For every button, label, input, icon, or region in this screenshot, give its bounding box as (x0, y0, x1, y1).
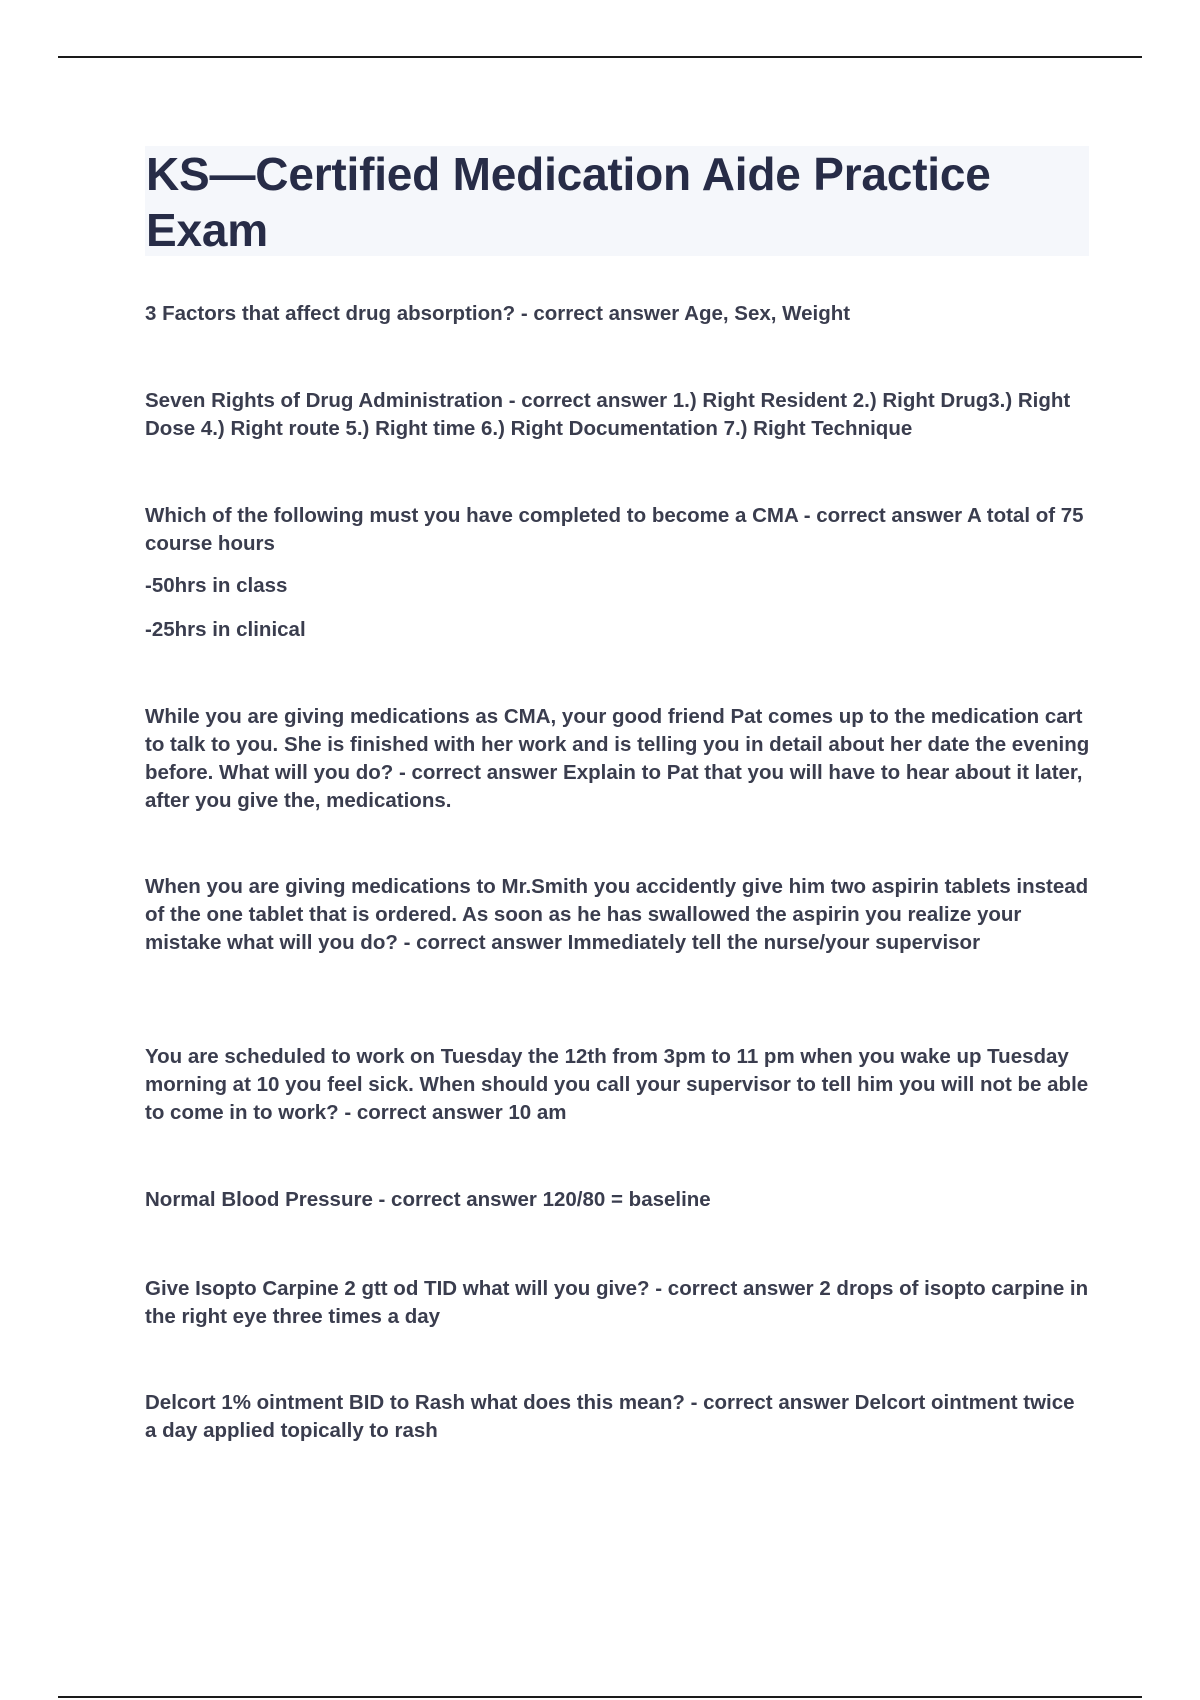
qa-item-3: Which of the following must you have completed to become a CMA - correct answer A total of 75 course hours (145, 504, 1084, 555)
page-title: KS—Certified Medication Aide Practice Exam (146, 148, 991, 256)
top-rule (58, 56, 1142, 58)
qa-item-1: 3 Factors that affect drug absorption? - correct answer Age, Sex, Weight (145, 302, 851, 325)
qa-item-7: Normal Blood Pressure - correct answer 120/80 = baseline (145, 1188, 711, 1211)
title-banner (145, 146, 1089, 256)
qa-item-3-sub-1: -50hrs in class (145, 574, 288, 597)
qa-item-6: You are scheduled to work on Tuesday the 12th from 3pm to 11 pm when you wake up Tuesday morning at 10 you feel sick. When should you call your supervisor to tell him you will not be able to come in to work? - correct answer 10 am (145, 1045, 1089, 1124)
qa-item-8: Give Isopto Carpine 2 gtt od TID what will you give? - correct answer 2 drops of isopto carpine in the right eye three times a day (145, 1277, 1089, 1328)
qa-item-3-sub-2: -25hrs in clinical (145, 618, 306, 641)
qa-item-4: While you are giving medications as CMA, your good friend Pat comes up to the medication cart to talk to you. She is finished with her work and is telling you in detail about her date the evening before. What will you do? - correct answer Explain to Pat that you will have to hear about it later, after you give the, medications. (145, 705, 1090, 812)
bottom-rule (58, 1696, 1142, 1698)
qa-item-9: Delcort 1% ointment BID to Rash what does this mean? - correct answer Delcort ointment twice a day applied topically to rash (145, 1391, 1075, 1442)
qa-item-2: Seven Rights of Drug Administration - correct answer 1.) Right Resident 2.) Right Drug3.) Right Dose 4.) Right route 5.) Right time 6.) Right Documentation 7.) Right Technique (145, 389, 1071, 440)
qa-item-5: When you are giving medications to Mr.Smith you accidently give him two aspirin tablets instead of the one tablet that is ordered. As soon as he has swallowed the aspirin you realize your mistake what will you do? - correct answer Immediately tell the nurse/your supervisor (145, 875, 1089, 954)
